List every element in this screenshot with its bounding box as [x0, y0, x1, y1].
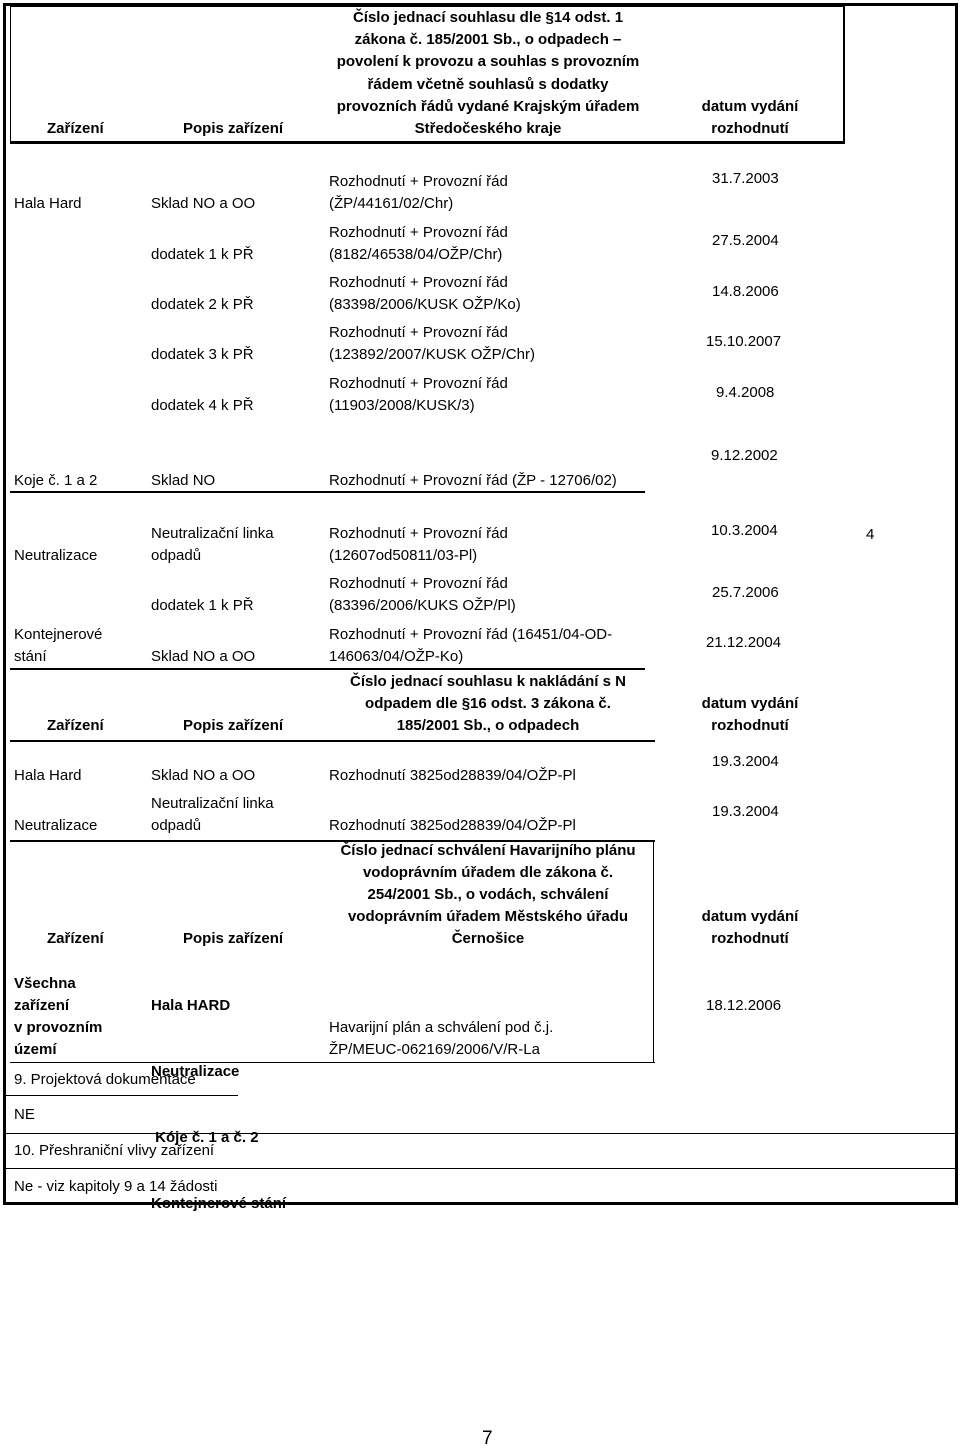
- koje-doc: Rozhodnutí + Provozní řád (ŽP - 12706/02): [329, 472, 617, 489]
- block1-popis: dodatek 4 k PŘ: [151, 397, 254, 414]
- block2-popis: Sklad NO a OO: [151, 767, 256, 784]
- block3-zarizeni-line: zařízení: [14, 997, 70, 1014]
- block2-popis-line1: Neutralizační linka: [151, 795, 274, 812]
- neutralizace-doc-line2: (12607od50811/03-Pl): [329, 547, 478, 564]
- block1-zarizeni: Hala Hard: [14, 195, 82, 212]
- header2-popis: Popis zařízení: [183, 717, 284, 734]
- header-popis: Popis zařízení: [183, 120, 284, 137]
- block1-doc: [329, 373, 508, 417]
- side-number: 4: [866, 526, 875, 543]
- block1-date: 9.4.2008: [716, 384, 775, 401]
- header2-underline: [10, 740, 655, 742]
- neutralizace-dodatek-doc-line2: (83396/2006/KUKS OŽP/Pl): [329, 597, 516, 614]
- block1-doc-line2: (123892/2007/KUSK OŽP/Chr): [329, 346, 535, 363]
- kontejnerove-zarizeni-line1: Kontejnerové: [14, 626, 103, 643]
- block1-doc-line1: Rozhodnutí + Provozní řád: [329, 274, 508, 291]
- header-cislo-line: Středočeského kraje: [414, 120, 562, 138]
- neutralizace-popis-line2: odpadů: [151, 547, 202, 564]
- frame-bottom: [3, 1202, 958, 1205]
- header3-datum: [680, 906, 820, 950]
- koje-zarizeni: Koje č. 1 a 2: [14, 472, 98, 489]
- block2-doc: Rozhodnutí 3825od28839/04/OŽP-Pl: [329, 767, 576, 784]
- block3-doc-line2: ŽP/MEUC-062169/2006/V/R-La: [329, 1041, 540, 1058]
- block2-date: 19.3.2004: [712, 803, 779, 820]
- block3-popis-line: Kóje č. 1 a č. 2: [151, 1129, 259, 1146]
- header2-cislo: [318, 671, 658, 737]
- koje-popis: Sklad NO: [151, 472, 216, 489]
- header-cislo-line: Číslo jednací souhlasu dle §14 odst. 1: [352, 9, 624, 26]
- block1-doc-line1: Rozhodnutí + Provozní řád: [329, 324, 508, 341]
- neutralizace-dodatek-doc-line1: Rozhodnutí + Provozní řád: [329, 575, 508, 592]
- header2-cislo-line: 185/2001 Sb., o odpadech: [396, 717, 580, 734]
- header-datum-line: datum vydání: [701, 98, 799, 115]
- neutralizace-dodatek-popis: dodatek 1 k PŘ: [151, 597, 254, 614]
- neutralizace-dodatek-doc: [329, 573, 516, 617]
- header3-datum-line: datum vydání: [701, 908, 799, 925]
- page-number: 7: [482, 1428, 493, 1449]
- header3-datum-line: rozhodnutí: [711, 930, 789, 947]
- header-bottom-line: [10, 141, 844, 144]
- block1-doc-line2: (ŽP/44161/02/Chr): [329, 195, 454, 212]
- block1-date: 31.7.2003: [712, 170, 779, 187]
- block3-popis-line: Kontejnerové stání: [151, 1195, 287, 1212]
- neutralizace-doc-line1: Rozhodnutí + Provozní řád: [329, 525, 508, 542]
- header-datum-line: rozhodnutí: [711, 120, 789, 137]
- header-cislo-line: zákona č. 185/2001 Sb., o odpadech –: [354, 31, 622, 49]
- header3-popis: Popis zařízení: [183, 930, 284, 947]
- block3-doc: [329, 1017, 553, 1061]
- section10-line: [3, 1168, 958, 1169]
- kontejnerove-doc-line2: 146063/04/OŽP-Ko): [329, 648, 464, 665]
- header3-cislo-line: vodoprávním úřadem Městského úřadu: [347, 908, 629, 925]
- block2-zarizeni: Neutralizace: [14, 817, 98, 834]
- block2-popis: [151, 793, 274, 837]
- inner-vline: [843, 6, 845, 144]
- kontejnerove-doc: [329, 624, 612, 668]
- block1-doc: [329, 272, 521, 316]
- block3-date: 18.12.2006: [706, 997, 782, 1014]
- header3-cislo-line: 254/2001 Sb., o vodách, schválení: [367, 886, 609, 903]
- header2-datum-line: datum vydání: [701, 695, 799, 712]
- neutralizace-popis-line1: Neutralizační linka: [151, 525, 274, 542]
- header2-datum: [680, 693, 820, 737]
- block3-zarizeni: [14, 973, 102, 1061]
- block2-date: 19.3.2004: [712, 753, 779, 770]
- header3-cislo-line: Černošice: [451, 930, 525, 947]
- block3-doc-line1: Havarijní plán a schválení pod č.j.: [329, 1019, 554, 1036]
- header2-cislo-line: odpadem dle §16 odst. 3 zákona č.: [365, 695, 611, 712]
- block3-popis-line: Neutralizace: [151, 1063, 240, 1080]
- block1-popis: dodatek 1 k PŘ: [151, 246, 254, 263]
- header2-zarizeni: Zařízení: [47, 717, 104, 734]
- kontejnerove-popis: Sklad NO a OO: [151, 648, 256, 665]
- header3-cislo-line: vodoprávním úřadem dle zákona č.: [362, 864, 614, 881]
- block2-zarizeni: Hala Hard: [14, 767, 82, 784]
- header3-cislo: [318, 840, 658, 950]
- block1-doc: [329, 222, 508, 266]
- frame-right: [955, 3, 958, 1205]
- header-cislo: [318, 7, 658, 140]
- header-zarizeni: Zařízení: [47, 120, 104, 137]
- header-left-line: [10, 6, 11, 144]
- neutralizace-date: 10.3.2004: [711, 522, 778, 539]
- section9-bottom-line: [3, 1133, 958, 1134]
- koje-date: 9.12.2002: [711, 447, 778, 464]
- header-cislo-line: povolení k provozu a souhlas s provozním: [336, 53, 640, 71]
- section10-value: Ne - viz kapitoly 9 a 14 žádosti: [14, 1178, 218, 1195]
- block1-popis: dodatek 2 k PŘ: [151, 296, 254, 313]
- block2-doc: Rozhodnutí 3825od28839/04/OŽP-Pl: [329, 817, 576, 834]
- header2-cislo-line: Číslo jednací souhlasu k nakládání s N: [350, 673, 626, 690]
- neutralizace-dodatek-date: 25.7.2006: [712, 584, 779, 601]
- block1-doc-line1: Rozhodnutí + Provozní řád: [329, 173, 508, 190]
- header-cislo-line: řádem včetně souhlasů s dodatky: [367, 75, 609, 93]
- kontejnerove-doc-line1: Rozhodnutí + Provozní řád (16451/04-OD-: [329, 626, 613, 643]
- kontejnerove-zarizeni: [14, 624, 102, 668]
- block1-doc-line2: (8182/46538/04/OŽP/Chr): [329, 246, 503, 263]
- neutralizace-popis: [151, 523, 274, 567]
- header-cislo-line: provozních řádů vydané Krajským úřadem: [336, 97, 640, 115]
- block1-doc: [329, 322, 535, 366]
- header-datum: [680, 96, 820, 140]
- block1-doc-line2: (11903/2008/KUSK/3): [329, 397, 475, 414]
- block3-zarizeni-line: území: [14, 1041, 57, 1058]
- block1-doc-line1: Rozhodnutí + Provozní řád: [329, 224, 508, 241]
- section10-title: 10. Přeshraniční vlivy zařízení: [14, 1142, 215, 1159]
- block1-doc-line1: Rozhodnutí + Provozní řád: [329, 375, 508, 392]
- neutralizace-doc: [329, 523, 508, 567]
- block1-popis: Sklad NO a OO: [151, 195, 256, 212]
- block1-doc-line2: (83398/2006/KUSK OŽP/Ko): [329, 296, 521, 313]
- section9-title: 9. Projektová dokumentace: [14, 1071, 196, 1088]
- section9-value: NE: [14, 1106, 35, 1123]
- kontejnerove-underline: [10, 668, 645, 670]
- kontejnerove-date: 21.12.2004: [706, 634, 782, 651]
- block1-popis: dodatek 3 k PŘ: [151, 346, 254, 363]
- block1-date: 27.5.2004: [712, 232, 779, 249]
- header2-datum-line: rozhodnutí: [711, 717, 789, 734]
- kontejnerove-zarizeni-line2: stání: [14, 648, 47, 665]
- frame-left: [3, 3, 6, 1205]
- neutralizace-zarizeni: Neutralizace: [14, 547, 98, 564]
- block2-popis-line2: odpadů: [151, 817, 202, 834]
- block1-doc: [329, 171, 508, 215]
- block3-zarizeni-line: Všechna: [14, 975, 76, 992]
- block1-date: 15.10.2007: [706, 333, 782, 350]
- header3-cislo-line: Číslo jednací schválení Havarijního plánu: [340, 842, 636, 859]
- block3-underline: [10, 1062, 655, 1063]
- block1-date: 14.8.2006: [712, 283, 779, 300]
- block3-popis-line: Hala HARD: [151, 997, 231, 1014]
- header3-zarizeni: Zařízení: [47, 930, 104, 947]
- block3-zarizeni-line: v provozním: [14, 1019, 103, 1036]
